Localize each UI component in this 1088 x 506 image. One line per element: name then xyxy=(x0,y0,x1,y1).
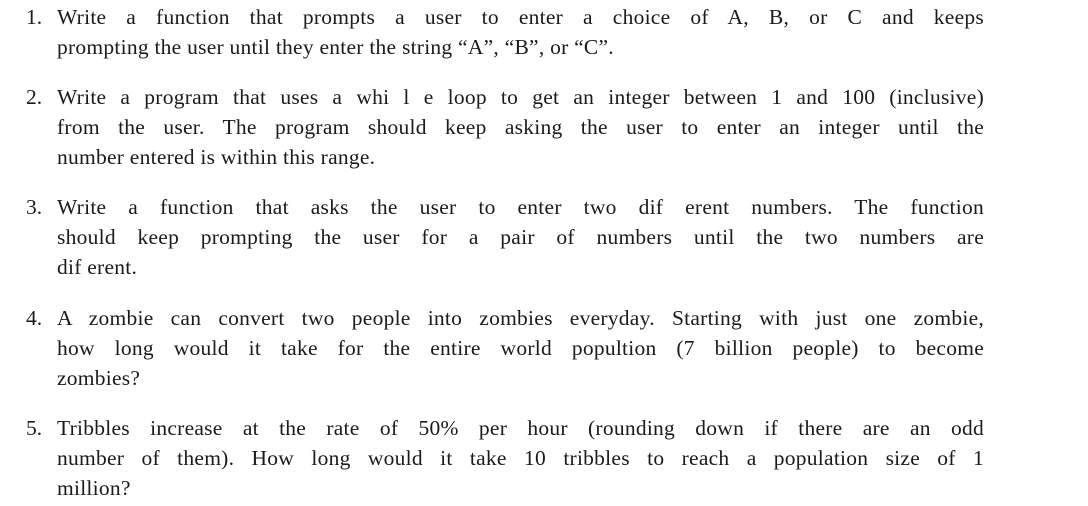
exercise-text-line: Tribbles increase at the rate of 50% per hour (rounding down if there are an odd xyxy=(57,416,984,440)
exercise-text-line: million? xyxy=(57,476,131,500)
exercise-text-line: number of them). How long would it take 10 tribbles to reach a population size of 1 xyxy=(57,446,984,470)
exercise-text-line: Write a function that prompts a user to enter a choice of A, B, or C and keeps xyxy=(57,5,984,29)
exercise-text-line: dif erent. xyxy=(57,255,138,279)
exercise-text-line: how long would it take for the entire world popultion (7 billion people) to become xyxy=(57,336,984,360)
exercise-text-line: Write a function that asks the user to enter two dif erent numbers. The function xyxy=(57,195,984,219)
exercise-number: 2. xyxy=(26,85,43,109)
exercise-text-line: prompting the user until they enter the string “A”, “B”, or “C”. xyxy=(57,35,614,59)
exercise-text-line: should keep prompting the user for a pair of numbers until the two numbers are xyxy=(57,225,984,249)
exercise-number: 3. xyxy=(26,195,43,219)
exercise-text-line: number entered is within this range. xyxy=(57,145,376,169)
exercise-text-line: Write a program that uses a whi l e loop to get an integer between 1 and 100 (inclusive) xyxy=(57,85,984,109)
exercise-number: 4. xyxy=(26,306,43,330)
exercise-text-line: zombies? xyxy=(57,366,141,390)
exercise-text-line: A zombie can convert two people into zombies everyday. Starting with just one zombie, xyxy=(57,306,984,330)
exercise-number: 5. xyxy=(26,416,43,440)
exercise-text-line: from the user. The program should keep asking the user to enter an integer until the xyxy=(57,115,984,139)
exercise-number: 1. xyxy=(26,5,43,29)
